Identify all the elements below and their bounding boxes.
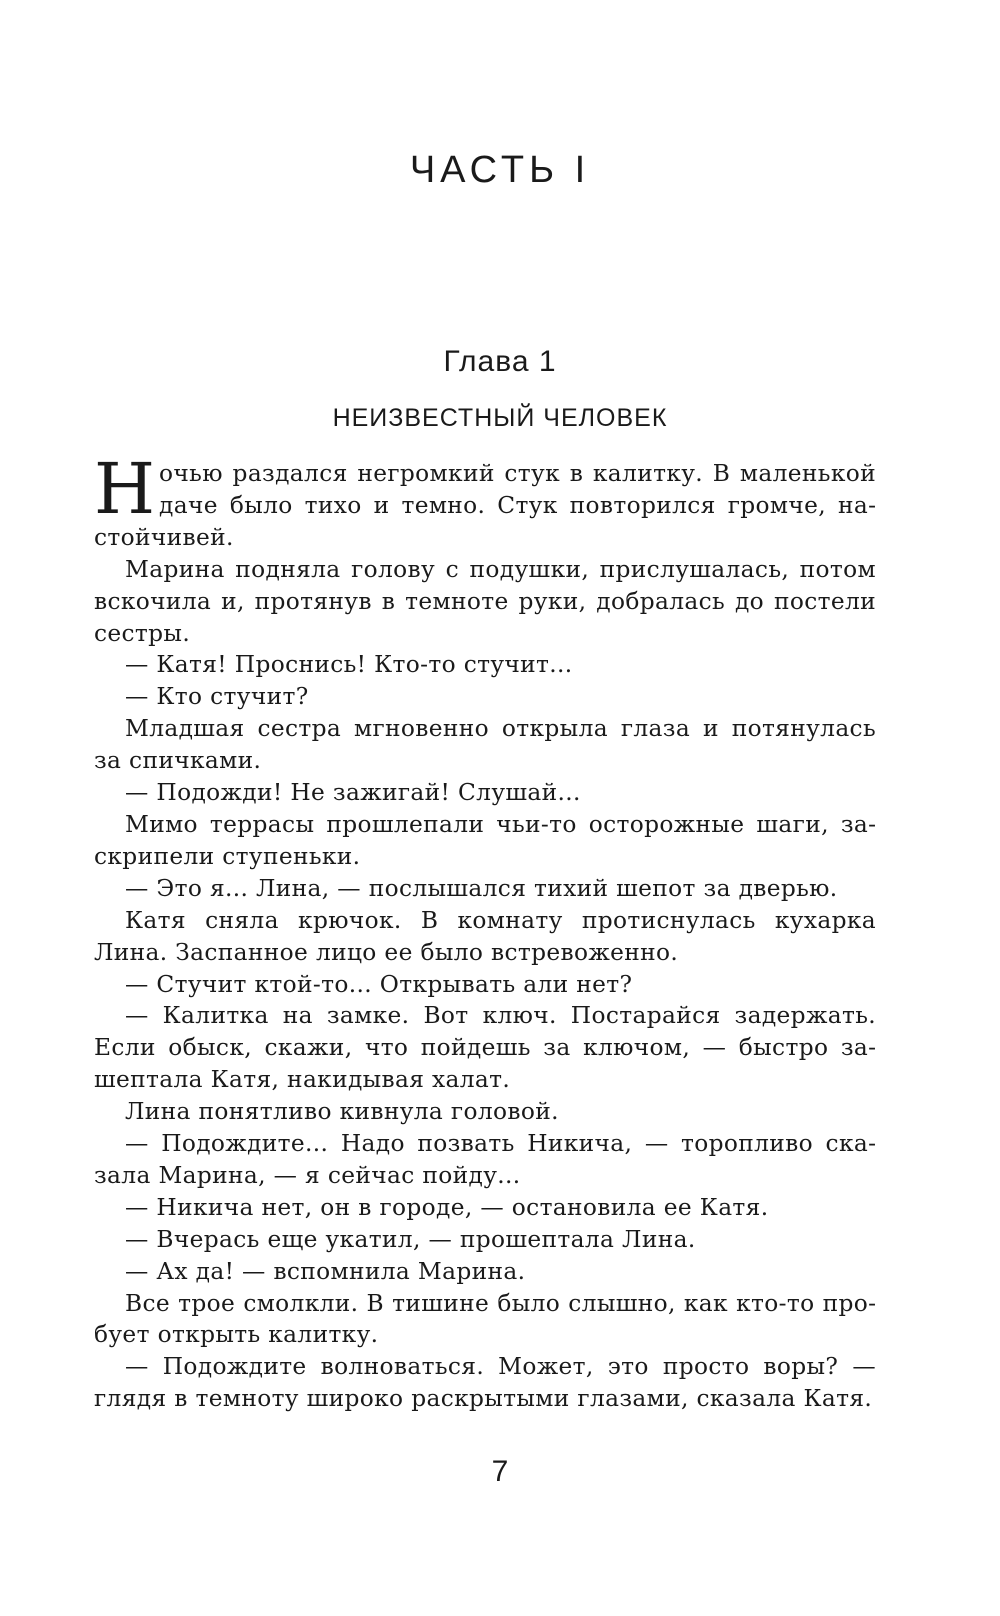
paragraph: — Ах да! — вспомнила Марина. xyxy=(125,1257,526,1285)
chapter-number: Глава 1 xyxy=(443,345,557,378)
paragraph: — Это я... Лина, — послышался тихий шепот за дверью. xyxy=(125,874,838,902)
paragraph: — Кто стучит? xyxy=(125,683,309,711)
paragraph: Лина понятливо кивнула головой. xyxy=(125,1098,559,1126)
paragraph: — Катя! Проснись! Кто-то стучит... xyxy=(125,651,573,679)
paragraph: — Подождите... Надо позвать Никича, — торопливо сказала Марина, — я сейчас пойду... xyxy=(94,1130,876,1189)
paragraph: — Подождите волноваться. Может, это просто воры? — глядя в темноту широко раскрытыми глазами, сказала Катя. xyxy=(94,1353,876,1413)
paragraph: — Никича нет, он в городе, — остановила ее Катя. xyxy=(125,1193,769,1221)
paragraph: — Вчерась еще укатил, — прошептала Лина. xyxy=(125,1225,696,1253)
chapter-title: НЕИЗВЕСТНЫЙ ЧЕЛОВЕК xyxy=(332,404,668,432)
paragraph: Мимо террасы прошлепали чьи-то осторожные шаги, заскрипели ступеньки. xyxy=(94,810,876,870)
page-number: 7 xyxy=(491,1455,509,1488)
body-text xyxy=(94,448,876,1415)
drop-cap: Н xyxy=(94,448,156,530)
part-title: ЧАСТЬ I xyxy=(409,149,591,191)
paragraph: Катя сняла крючок. В комнату протиснулась кухарка Лина. Заспанное лицо ее было встревоженно. xyxy=(94,906,876,966)
paragraph: Марина подняла голову с подушки, прислушалась, потом вскочила и, протянув в темноте руки, добралась до постели сестры. xyxy=(94,555,876,647)
paragraph: — Подожди! Не зажигай! Слушай... xyxy=(125,779,581,807)
paragraph: — Калитка на замке. Вот ключ. Постарайся задержать. Если обыск, скажи, что пойдешь за ключом, — быстро зашептала Катя, накидывая халат. xyxy=(94,1002,876,1094)
paragraph: Младшая сестра мгновенно открыла глаза и потянулась за спичками. xyxy=(94,715,876,775)
paragraph xyxy=(94,448,876,554)
paragraph: — Стучит ктой-то... Открывать али нет? xyxy=(125,970,633,998)
paragraph-text: очью раздался негромкий стук в калитку. В маленькой даче было тихо и темно. Стук повторился громче, настойчивей. xyxy=(94,460,876,551)
paragraph: Все трое смолкли. В тишине было слышно, как кто-то пробует открыть калитку. xyxy=(94,1289,876,1349)
